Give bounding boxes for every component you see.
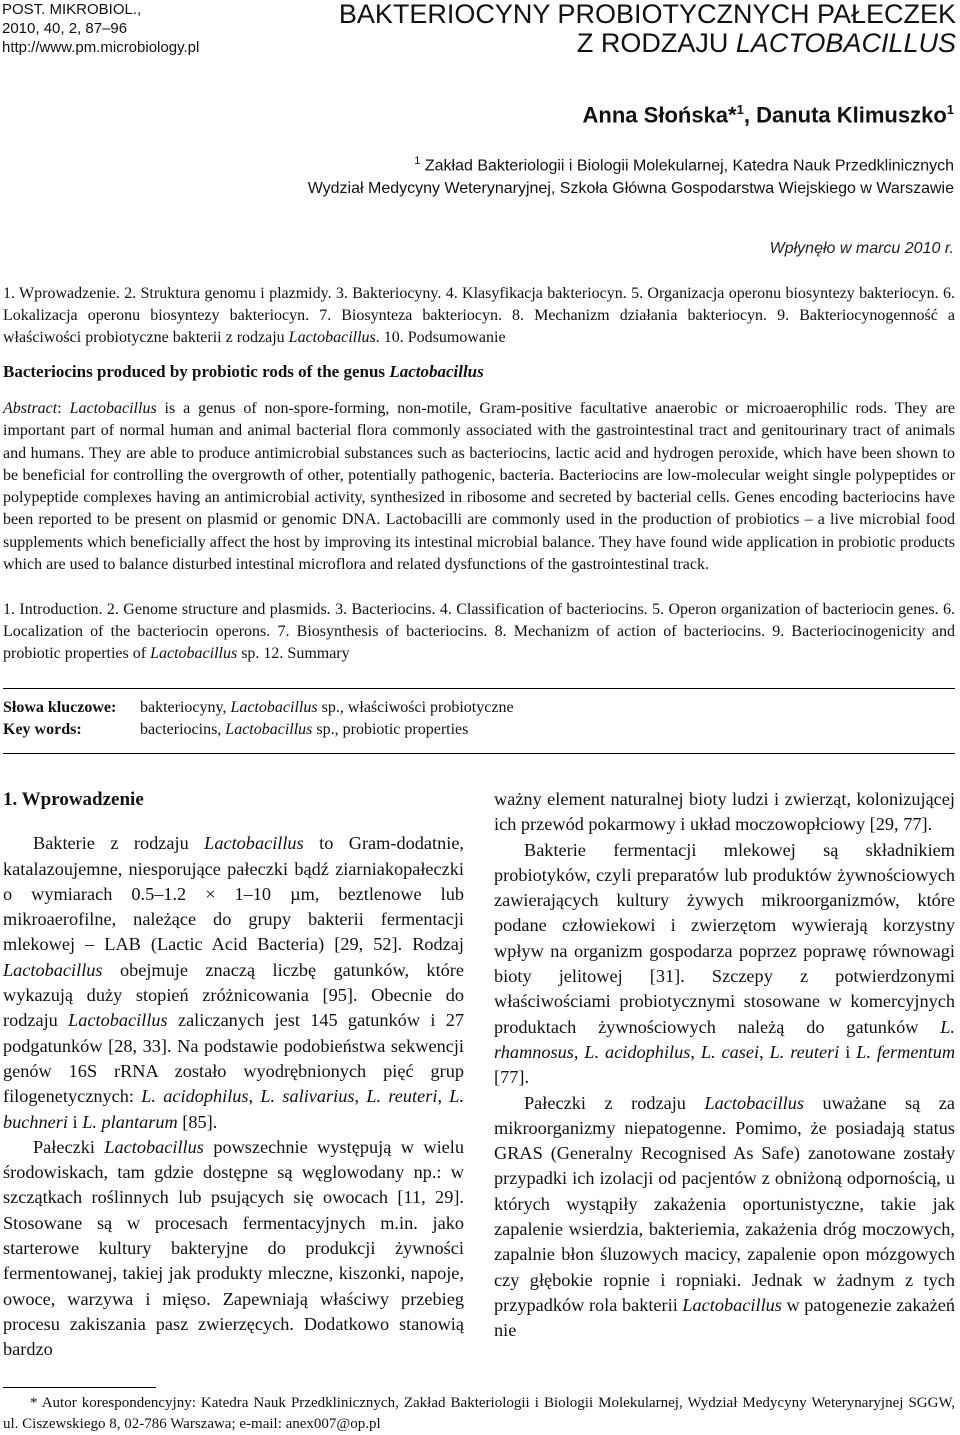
body-column-right: [494, 787, 955, 1344]
affiliation-mark: 1: [414, 155, 421, 167]
keywords-english-b: sp., probiotic properties: [312, 721, 469, 738]
keywords-polish-label: Słowa kluczowe:: [3, 699, 117, 716]
p5-text-a: Pałeczki z rodzaju: [524, 1092, 705, 1113]
contents-english: [3, 599, 955, 665]
journal-name: POST. MIKROBIOL.,: [2, 1, 142, 18]
authors: [583, 102, 954, 128]
journal-url[interactable]: http://www.pm.microbiology.pl: [2, 39, 200, 56]
p5-text-b: uważane są za mikroorganizmy niepatogenne. Pomimo, że posiadają status GRAS (Generalny Recognised As Safe) zanotowane zostały przypadki ich izolacji od pacjentów z obniżoną odpornością, u których wystąpiły zakażenia oportunistyczne, takie jak zapalenie wsierdzia, bakteriemia, zakażenia dróg moczowych, zapalnie błon śluzowych macicy, zapalenie opon mózgowych czy głębokie ropnie i ropniaki. Jednak w żadnym z tych przypadków rola bakterii: [494, 1092, 955, 1315]
p4-species-2: L. acidophilus: [584, 1041, 691, 1062]
english-title-text: Bacteriocins produced by probiotic rods of the genus: [3, 362, 390, 381]
p1-text-d: zaliczanych jest 145 gatunków i 27 podgatunków [28, 33]. Na podstawie podobieństwa sekwencji genów 16S rRNA zostało wyodrębnionych pięć grup filogenetycznych:: [3, 1010, 464, 1107]
p1-genus: Lactobacillus: [204, 833, 304, 854]
p1-text-g: ,: [437, 1086, 450, 1107]
keywords-bottom-rule: [3, 753, 955, 754]
contents-polish-tail: . 10. Podsumowanie: [375, 329, 506, 346]
p4-species-1: L. rhamnosus: [494, 1016, 955, 1062]
author-1: Anna Słońska*: [582, 102, 737, 128]
journal-info: [2, 0, 199, 57]
paragraph-4: [494, 838, 955, 1091]
corresponding-author-footnote: * Autor korespondencyjny: Katedra Nauk Przedklinicznych, Zakład Bakteriologii i Biologii Molekularnej, Wydział Medycyny Weterynaryjnej SGGW, ul. Ciszewskiego 8, 02-786 Warszawa; e-mail: anex007@op.pl: [3, 1395, 955, 1432]
keywords-polish-a: bakteriocyny,: [140, 699, 231, 716]
p1-genus-3: Lactobacillus: [68, 1010, 168, 1031]
p5-genus: Lactobacillus: [704, 1092, 804, 1113]
affiliation-line-2: Wydział Medycyny Weterynaryjnej, Szkoła Główna Gospodarstwa Wiejskiego w Warszawie: [307, 180, 954, 198]
title-line-2: [339, 29, 956, 58]
english-title: [3, 362, 955, 382]
footnote-rule: [3, 1387, 156, 1388]
abstract-colon: :: [57, 400, 70, 417]
p1-species-2: L. salivarius: [260, 1086, 355, 1107]
author-2: Danuta Klimuszko: [756, 102, 947, 128]
abstract-genus: Lactobacillus: [69, 400, 157, 417]
p2-text-b: powszechnie występują w wielu środowiskach, tam gdzie dostępne są węglowodany np.: w szczątkach roślinnych lub psujących się owocach [11, 29]. Stosowane są w procesach fermentacyjnych m.in. jako starterowe kultury bakteryjne do produkcji żywności fermentowanej, takiej jak produkty mleczne, kiszonki, napoje, owoce, warzywa i mięso. Zapewniają właściwy przebieg procesu zakiszania pasz zwierzęcych. Dodatkowo stanowią bardzo: [3, 1136, 464, 1360]
p4-species-4: L. reuteri: [769, 1041, 840, 1062]
paragraph-5: [494, 1091, 955, 1344]
p1-text-a: Bakterie z rodzaju: [33, 833, 205, 854]
keywords-english-a: bacteriocins,: [140, 721, 226, 738]
contents-english-text: 1. Introduction. 2. Genome structure and plasmids. 3. Bacteriocins. 4. Classification of bacteriocins. 5. Operon organization of bacteriocin genes. 6. Localization of the bacteriocin operons. 7. Biosynthesis of bacteriocins. 8. Mechanizm of action of bacteriocins. 9. Bacteriocinogenicity and probiotic properties of: [3, 601, 955, 662]
p4-text-e: i: [839, 1041, 857, 1062]
p4-text-d: ,: [759, 1041, 770, 1062]
abstract-label: Abstract: [3, 400, 58, 417]
author-2-affiliation-mark: 1: [946, 102, 954, 117]
affiliation-line-1-text: Zakład Bakteriologii i Biologii Molekularnej, Katedra Nauk Przedklinicznych: [420, 157, 954, 175]
keywords: [3, 697, 955, 741]
p4-text-f: [77].: [494, 1067, 530, 1088]
p1-text-h: i: [67, 1111, 83, 1132]
contents-english-tail: sp. 12. Summary: [237, 645, 350, 662]
keywords-top-rule: [3, 688, 955, 689]
p1-species-3: L. reuteri: [366, 1086, 438, 1107]
paragraph-2: [3, 1135, 464, 1363]
affiliation-line-1: [308, 150, 954, 177]
received-date: Wpłynęło w marcu 2010 r.: [769, 240, 954, 257]
keywords-polish: [3, 697, 955, 719]
p5-genus-2: Lactobacillus: [682, 1294, 782, 1315]
p1-species-1: L. acidophilus: [141, 1086, 249, 1107]
p1-genus-2: Lactobacillus: [3, 959, 103, 980]
affiliation: [308, 150, 954, 200]
p1-text-i: [85].: [177, 1111, 218, 1132]
title-line-2-prefix: Z RODZAJU: [576, 28, 736, 58]
p5-text-c: w patogenezie zakażeń nie: [494, 1294, 955, 1341]
p1-text-b: to Gram-dodatnie, katalazoujemne, niesporujące pałeczki bądź ziarniakopałeczki o wymiarach 0.5–1.2 × 1–10 µm, beztlenowe lub mikroaerofilne, należące do grupy bakterii fermentacji mlekowej – LAB (Lactic Acid Bacteria) [29, 52]. Rodzaj: [3, 833, 464, 955]
keywords-english-label: Key words:: [3, 721, 82, 738]
p1-species-5: L. plantarum: [82, 1111, 178, 1132]
contents-polish: [3, 283, 955, 349]
p4-species-3: L. casei: [700, 1041, 760, 1062]
section-heading: 1. Wprowadzenie: [3, 789, 144, 810]
author-1-affiliation-mark: 1: [736, 102, 744, 117]
english-title-genus: Lactobacillus: [389, 362, 484, 381]
p4-text-c: ,: [690, 1041, 701, 1062]
paragraph-3: ważny element naturalnej bioty ludzi i zwierząt, kolonizującej ich przewód pokarmowy i układ moczowopłciowy [29, 77].: [494, 789, 955, 835]
keywords-polish-b: sp., właściwości probiotyczne: [317, 699, 514, 716]
abstract-body: is a genus of non-spore-forming, non-motile, Gram-positive facultative anaerobic or microaerophilic rods. They are important part of normal human and animal bacterial flora commonly associated with the gastrointestinal tract and genitourinary tract of animals and humans. They are able to produce antimicrobial substances such as bacteriocins, lactic acid and hydrogen peroxide, which have been shown to be beneficial for controlling the overgrowth of other, potentially pathogenic, bacteria. Bacteriocins are low-molecular weight single polypeptides or polypeptide complexes having an antimicrobial activity, synthesized in ribosome and secreted by bacterial cells. Genes encoding bacteriocins have been reported to be present on plasmid or genomic DNA. Lactobacilli are commonly used in the production of probiotics – a live microbial food supplements which beneficially affect the host by improving its intestinal microbial balance. They have found wide application in probiotic products which are used to balance disturbed intestinal microflora and related dysfunctions of the gastrointestinal track.: [3, 400, 956, 574]
contents-polish-genus: Lactobacillus: [288, 329, 376, 346]
p2-text-a: Pałeczki: [33, 1136, 105, 1157]
p1-text-e: ,: [248, 1086, 261, 1107]
p1-text-c: obejmuje znaczą liczbę gatunków, które wykazują duży stopień zróżnicowania [95]. Obecnie do rodzaju: [3, 959, 464, 1031]
contents-english-genus: Lactobacillus: [150, 645, 238, 662]
contents-polish-text: 1. Wprowadzenie. 2. Struktura genomu i plazmidy. 3. Bakteriocyny. 4. Klasyfikacja bakteriocyn. 5. Organizacja operonu biosyntezy bakteriocyn. 6. Lokalizacja operonu biosyntezy bakteriocyn. 7. Biosynteza bakteriocyn. 8. Mechanizm działania bakteriocyn. 9. Bakteriocynogenność a właściwości probiotyczne bakterii z rodzaju: [3, 285, 955, 346]
title-genus: LACTOBACILLUS: [735, 28, 956, 58]
keywords-english: [3, 719, 955, 741]
body-column-left: [3, 787, 464, 1363]
p1-species-4: L. buchneri: [3, 1086, 465, 1132]
keywords-polish-genus: Lactobacillus: [230, 699, 318, 716]
p4-text-b: ,: [573, 1041, 585, 1062]
p2-genus: Lactobacillus: [104, 1136, 204, 1157]
abstract: [3, 398, 955, 576]
paragraph-1: [3, 831, 464, 1135]
p4-text-a: Bakterie fermentacji mlekowej są składnikiem probiotyków, czyli preparatów lub produktów żywnościowych zawierających kultury żywych mikroorganizmów, które podane człowiekowi i zwierzętom wywierają korzystny wpływ na organizm gospodarza poprzez poprawę równowagi bioty jelitowej [31]. Szczepy z potwierdzonymi właściwościami probiotycznymi stosowane w komercyjnych produktach żywnościowych należą do gatunków: [494, 839, 955, 1037]
author-separator: ,: [743, 102, 757, 128]
keywords-english-genus: Lactobacillus: [225, 721, 313, 738]
journal-volume: 2010, 40, 2, 87–96: [2, 20, 128, 37]
title-line-1: BAKTERIOCYNY PROBIOTYCZNYCH PAŁECZEK: [338, 0, 956, 29]
p1-text-f: ,: [354, 1086, 367, 1107]
p4-species-5: L. fermentum: [856, 1041, 956, 1062]
article-title: [339, 0, 956, 58]
